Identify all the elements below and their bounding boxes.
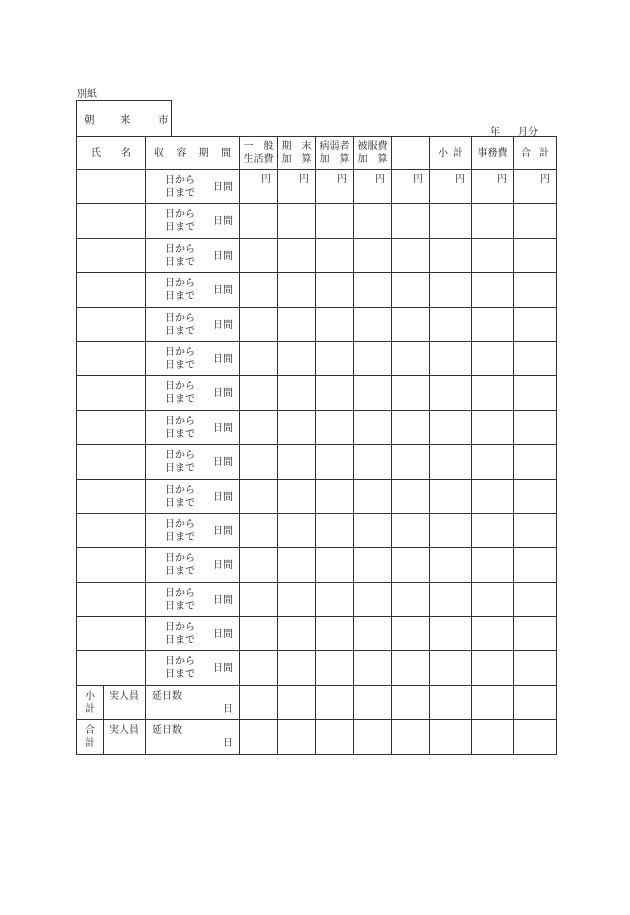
- from-label: 日から: [165, 484, 195, 496]
- from-label: 日から: [165, 346, 195, 358]
- subtotal-cell[interactable]: [430, 445, 472, 479]
- total-cell[interactable]: [514, 617, 557, 651]
- name-cell[interactable]: [77, 617, 146, 651]
- sick-cell[interactable]: [316, 720, 354, 754]
- ledger-table: [76, 136, 557, 755]
- subtotal-header-char-1: 小: [438, 147, 448, 159]
- total-cell[interactable]: [514, 548, 557, 582]
- period-cell[interactable]: [146, 341, 240, 375]
- days-label: 日間: [213, 319, 233, 331]
- days-label: 日間: [213, 182, 233, 193]
- period-cell[interactable]: [146, 238, 240, 272]
- sick-cell[interactable]: [316, 582, 354, 616]
- period-end-cell[interactable]: [278, 170, 316, 204]
- blank-cell[interactable]: [392, 617, 430, 651]
- total-days-label: 延日数: [152, 725, 182, 737]
- clothing-cell[interactable]: [354, 445, 392, 479]
- header-row: [77, 137, 557, 170]
- table-row: [77, 307, 557, 341]
- total-cell[interactable]: [514, 307, 557, 341]
- total-header-char-2: 計: [539, 147, 549, 159]
- general-cell[interactable]: [240, 651, 278, 685]
- total-cell[interactable]: [514, 204, 557, 238]
- day-unit: 日: [223, 703, 233, 715]
- table-row: [77, 273, 557, 307]
- blank-cell[interactable]: [392, 548, 430, 582]
- table-row: [77, 582, 557, 616]
- from-label: 日から: [165, 175, 195, 186]
- general-cell[interactable]: [240, 685, 278, 719]
- office-cell[interactable]: [472, 720, 514, 754]
- name-cell[interactable]: [77, 548, 146, 582]
- label-char-1: 小: [85, 690, 95, 702]
- sick-cell[interactable]: [316, 685, 354, 719]
- blank-cell[interactable]: [392, 445, 430, 479]
- grand-total-row: [77, 720, 557, 754]
- total-cell[interactable]: [514, 445, 557, 479]
- days-label: 日間: [213, 525, 233, 537]
- attachment-label: 別紙: [77, 89, 97, 100]
- general-cell[interactable]: [240, 617, 278, 651]
- days-label: 日間: [213, 491, 233, 503]
- clothing-cell[interactable]: [354, 479, 392, 513]
- office-cell[interactable]: [472, 204, 514, 238]
- blank-cell[interactable]: [392, 376, 430, 410]
- persons-label: 実人員: [109, 690, 139, 702]
- period-cell[interactable]: [146, 273, 240, 307]
- blank-cell[interactable]: [392, 410, 430, 444]
- blank-cell[interactable]: [392, 273, 430, 307]
- name-header-char-2: 名: [121, 147, 131, 159]
- general-header-line-1: 一 般: [243, 141, 274, 152]
- to-label: 日まで: [165, 359, 195, 371]
- period-end-cell[interactable]: [278, 513, 316, 547]
- name-header-char-1: 氏: [91, 147, 101, 159]
- office-cell[interactable]: [472, 341, 514, 375]
- clothing-cell[interactable]: [354, 720, 392, 754]
- period-end-header: [278, 137, 316, 170]
- name-header: [77, 137, 146, 170]
- days-label: 日間: [213, 663, 233, 675]
- subtotal-row: [77, 685, 557, 719]
- total-days-cell[interactable]: [146, 685, 240, 719]
- period-cell[interactable]: [146, 204, 240, 238]
- name-cell[interactable]: [77, 307, 146, 341]
- period-cell[interactable]: [146, 307, 240, 341]
- office-cell[interactable]: [472, 238, 514, 272]
- table-row: [77, 238, 557, 272]
- period-end-cell[interactable]: [278, 273, 316, 307]
- days-label: 日間: [213, 250, 233, 262]
- total-cell[interactable]: [514, 582, 557, 616]
- subtotal-cell[interactable]: [430, 307, 472, 341]
- subtotal-cell[interactable]: [430, 238, 472, 272]
- blank-cell[interactable]: [392, 204, 430, 238]
- from-label: 日から: [165, 243, 195, 255]
- period-cell[interactable]: [146, 548, 240, 582]
- total-days-label: 延日数: [152, 690, 182, 702]
- to-label: 日まで: [165, 394, 195, 406]
- period-end-cell[interactable]: [278, 341, 316, 375]
- days-label: 日間: [213, 388, 233, 400]
- subtotal-cell[interactable]: [430, 617, 472, 651]
- general-cell[interactable]: [240, 720, 278, 754]
- name-cell[interactable]: [77, 651, 146, 685]
- yen-unit: 円: [413, 174, 423, 185]
- clothing-header-line-2: 加 算: [357, 154, 388, 165]
- days-label: 日間: [213, 353, 233, 365]
- total-cell[interactable]: [514, 273, 557, 307]
- subtotal-cell[interactable]: [430, 685, 472, 719]
- general-cell[interactable]: [240, 513, 278, 547]
- total-cell[interactable]: [514, 720, 557, 754]
- office-header: 事務費: [472, 137, 514, 170]
- subtotal-cell[interactable]: [430, 651, 472, 685]
- name-cell[interactable]: [77, 238, 146, 272]
- general-cell[interactable]: [240, 307, 278, 341]
- general-cell[interactable]: [240, 376, 278, 410]
- name-cell[interactable]: [77, 410, 146, 444]
- total-cell[interactable]: [514, 513, 557, 547]
- period-cell[interactable]: [146, 651, 240, 685]
- persons-label: 実人員: [109, 725, 139, 737]
- period-end-cell[interactable]: [278, 720, 316, 754]
- persons-cell[interactable]: [104, 720, 146, 754]
- total-cell[interactable]: [514, 651, 557, 685]
- subtotal-cell[interactable]: [430, 170, 472, 204]
- to-label: 日まで: [165, 635, 195, 647]
- name-cell[interactable]: [77, 445, 146, 479]
- period-header: [146, 137, 240, 170]
- blank-cell[interactable]: [392, 513, 430, 547]
- subtotal-cell[interactable]: [430, 410, 472, 444]
- subtotal-label: [77, 685, 104, 719]
- table-row: [77, 651, 557, 685]
- to-label: 日まで: [165, 222, 195, 234]
- period-end-cell[interactable]: [278, 617, 316, 651]
- table-row: [77, 445, 557, 479]
- blank-cell[interactable]: [392, 479, 430, 513]
- clothing-cell[interactable]: [354, 204, 392, 238]
- persons-cell[interactable]: [104, 685, 146, 719]
- to-label: 日まで: [165, 497, 195, 509]
- period-header-char-2: 容: [176, 147, 187, 159]
- days-label: 日間: [213, 422, 233, 434]
- period-header-char-1: 収: [154, 147, 164, 159]
- label-char-2: 計: [85, 738, 95, 750]
- general-cell[interactable]: [240, 273, 278, 307]
- blank-cell[interactable]: [392, 307, 430, 341]
- days-label: 日間: [213, 594, 233, 606]
- table-row: [77, 410, 557, 444]
- sick-cell[interactable]: [316, 410, 354, 444]
- to-label: 日まで: [165, 600, 195, 612]
- period-cell[interactable]: [146, 513, 240, 547]
- period-end-cell[interactable]: [278, 479, 316, 513]
- general-cell[interactable]: [240, 445, 278, 479]
- period-cell[interactable]: [146, 376, 240, 410]
- sick-cell[interactable]: [316, 341, 354, 375]
- office-cell[interactable]: [472, 548, 514, 582]
- total-cell[interactable]: [514, 238, 557, 272]
- sick-cell[interactable]: [316, 617, 354, 651]
- general-header-line-2: 生活費: [243, 154, 274, 165]
- office-cell[interactable]: [472, 273, 514, 307]
- clothing-cell[interactable]: [354, 685, 392, 719]
- sick-cell[interactable]: [316, 170, 354, 204]
- name-cell[interactable]: [77, 582, 146, 616]
- period-end-cell[interactable]: [278, 410, 316, 444]
- name-cell[interactable]: [77, 376, 146, 410]
- total-days-cell[interactable]: [146, 720, 240, 754]
- sick-cell[interactable]: [316, 445, 354, 479]
- to-label: 日まで: [165, 428, 195, 440]
- clothing-cell[interactable]: [354, 617, 392, 651]
- from-label: 日から: [165, 450, 195, 462]
- name-cell[interactable]: [77, 513, 146, 547]
- period-cell[interactable]: [146, 410, 240, 444]
- clothing-cell[interactable]: [354, 410, 392, 444]
- period-cell[interactable]: [146, 170, 240, 204]
- subtotal-cell[interactable]: [430, 479, 472, 513]
- blank-cell[interactable]: [392, 170, 430, 204]
- year-label: 年: [490, 127, 500, 138]
- sick-cell[interactable]: [316, 273, 354, 307]
- period-cell[interactable]: [146, 445, 240, 479]
- general-cell[interactable]: [240, 582, 278, 616]
- clothing-cell[interactable]: [354, 273, 392, 307]
- general-cell[interactable]: [240, 548, 278, 582]
- from-label: 日から: [165, 518, 195, 530]
- to-label: 日まで: [165, 291, 195, 303]
- period-cell[interactable]: [146, 617, 240, 651]
- sick-header-line-2: 加 算: [319, 154, 350, 165]
- sick-cell[interactable]: [316, 204, 354, 238]
- sick-header-line-1: 病弱者: [319, 141, 350, 152]
- period-end-cell[interactable]: [278, 376, 316, 410]
- period-end-header-line-1: 期 末: [281, 141, 312, 152]
- subtotal-cell[interactable]: [430, 341, 472, 375]
- to-label: 日まで: [165, 325, 195, 337]
- yen-unit: 円: [497, 174, 507, 185]
- total-header-char-1: 合: [521, 147, 531, 159]
- city-char-3: 市: [158, 114, 169, 126]
- total-header: [514, 137, 557, 170]
- office-cell[interactable]: [472, 479, 514, 513]
- clothing-cell[interactable]: [354, 513, 392, 547]
- period-end-cell[interactable]: [278, 685, 316, 719]
- period-cell[interactable]: [146, 582, 240, 616]
- subtotal-cell[interactable]: [430, 204, 472, 238]
- from-label: 日から: [165, 209, 195, 221]
- clothing-cell[interactable]: [354, 548, 392, 582]
- label-char-1: 合: [85, 725, 95, 737]
- days-label: 日間: [213, 216, 233, 228]
- total-cell[interactable]: [514, 479, 557, 513]
- yen-unit: 円: [261, 174, 271, 185]
- city-char-1: 朝: [84, 114, 95, 126]
- general-cell[interactable]: [240, 341, 278, 375]
- table-row: [77, 376, 557, 410]
- period-end-cell[interactable]: [278, 238, 316, 272]
- general-cell[interactable]: [240, 238, 278, 272]
- subtotal-header-char-2: 計: [453, 147, 463, 159]
- period-end-cell[interactable]: [278, 307, 316, 341]
- office-cell[interactable]: [472, 651, 514, 685]
- days-label: 日間: [213, 629, 233, 641]
- clothing-cell[interactable]: [354, 170, 392, 204]
- sick-cell[interactable]: [316, 651, 354, 685]
- city-char-2: 来: [120, 114, 131, 126]
- period-end-header-line-2: 加 算: [281, 154, 312, 165]
- from-label: 日から: [165, 278, 195, 290]
- sick-cell[interactable]: [316, 376, 354, 410]
- blank-cell[interactable]: [392, 720, 430, 754]
- from-label: 日から: [165, 415, 195, 427]
- city-box: [76, 100, 172, 136]
- period-cell[interactable]: [146, 479, 240, 513]
- period-end-cell[interactable]: [278, 445, 316, 479]
- from-label: 日から: [165, 381, 195, 393]
- total-cell[interactable]: [514, 170, 557, 204]
- yen-unit: 円: [375, 174, 385, 185]
- clothing-cell[interactable]: [354, 651, 392, 685]
- label-char-2: 計: [85, 703, 95, 715]
- from-label: 日から: [165, 587, 195, 599]
- yen-unit: 円: [337, 174, 347, 185]
- yen-unit: 円: [299, 174, 309, 185]
- subtotal-cell[interactable]: [430, 376, 472, 410]
- table-row: [77, 479, 557, 513]
- from-label: 日から: [165, 622, 195, 634]
- clothing-cell[interactable]: [354, 307, 392, 341]
- clothing-header: [354, 137, 392, 170]
- general-cell[interactable]: [240, 479, 278, 513]
- subtotal-cell[interactable]: [430, 273, 472, 307]
- table-row: [77, 170, 557, 204]
- period-header-char-4: 間: [220, 147, 231, 159]
- subtotal-cell[interactable]: [430, 548, 472, 582]
- month-label: 月分: [518, 127, 538, 138]
- to-label: 日まで: [165, 463, 195, 475]
- period-end-cell[interactable]: [278, 582, 316, 616]
- sick-cell[interactable]: [316, 238, 354, 272]
- day-unit: 日: [223, 738, 233, 750]
- clothing-header-line-1: 被服費: [357, 141, 388, 152]
- general-cell[interactable]: [240, 410, 278, 444]
- clothing-cell[interactable]: [354, 238, 392, 272]
- table-row: [77, 513, 557, 547]
- blank-cell[interactable]: [392, 651, 430, 685]
- yen-unit: 円: [455, 174, 465, 185]
- from-label: 日から: [165, 656, 195, 668]
- name-cell[interactable]: [77, 204, 146, 238]
- name-cell[interactable]: [77, 273, 146, 307]
- grand-total-label: [77, 720, 104, 754]
- sick-cell[interactable]: [316, 548, 354, 582]
- period-end-cell[interactable]: [278, 651, 316, 685]
- table-row: [77, 617, 557, 651]
- general-cell[interactable]: [240, 170, 278, 204]
- sick-header: [316, 137, 354, 170]
- from-label: 日から: [165, 312, 195, 324]
- subtotal-cell[interactable]: [430, 582, 472, 616]
- sick-cell[interactable]: [316, 307, 354, 341]
- name-cell[interactable]: [77, 479, 146, 513]
- table-row: [77, 341, 557, 375]
- days-label: 日間: [213, 285, 233, 297]
- days-label: 日間: [213, 560, 233, 572]
- blank-cell[interactable]: [392, 685, 430, 719]
- from-label: 日から: [165, 553, 195, 565]
- table-row: [77, 548, 557, 582]
- blank-header: [392, 137, 430, 170]
- to-label: 日まで: [165, 256, 195, 268]
- office-cell[interactable]: [472, 307, 514, 341]
- to-label: 日まで: [165, 566, 195, 578]
- to-label: 日まで: [165, 669, 195, 681]
- blank-cell[interactable]: [392, 341, 430, 375]
- name-cell[interactable]: [77, 341, 146, 375]
- office-cell[interactable]: [472, 445, 514, 479]
- subtotal-header: [430, 137, 472, 170]
- days-label: 日間: [213, 457, 233, 469]
- total-cell[interactable]: [514, 410, 557, 444]
- office-cell[interactable]: [472, 513, 514, 547]
- to-label: 日まで: [165, 188, 195, 199]
- to-label: 日まで: [165, 531, 195, 543]
- sick-cell[interactable]: [316, 479, 354, 513]
- yen-unit: 円: [540, 174, 550, 185]
- office-cell[interactable]: [472, 685, 514, 719]
- office-cell[interactable]: [472, 410, 514, 444]
- office-cell[interactable]: [472, 170, 514, 204]
- sick-cell[interactable]: [316, 513, 354, 547]
- clothing-cell[interactable]: [354, 341, 392, 375]
- general-header: [240, 137, 278, 170]
- period-header-char-3: 期: [198, 147, 209, 159]
- subtotal-cell[interactable]: [430, 513, 472, 547]
- office-cell[interactable]: [472, 617, 514, 651]
- period-end-cell[interactable]: [278, 204, 316, 238]
- name-cell[interactable]: [77, 170, 146, 204]
- total-cell[interactable]: [514, 376, 557, 410]
- table-row: [77, 204, 557, 238]
- blank-cell[interactable]: [392, 582, 430, 616]
- blank-cell[interactable]: [392, 238, 430, 272]
- period-end-cell[interactable]: [278, 548, 316, 582]
- subtotal-cell[interactable]: [430, 720, 472, 754]
- total-cell[interactable]: [514, 341, 557, 375]
- office-cell[interactable]: [472, 582, 514, 616]
- total-cell[interactable]: [514, 685, 557, 719]
- clothing-cell[interactable]: [354, 376, 392, 410]
- clothing-cell[interactable]: [354, 582, 392, 616]
- office-cell[interactable]: [472, 376, 514, 410]
- general-cell[interactable]: [240, 204, 278, 238]
